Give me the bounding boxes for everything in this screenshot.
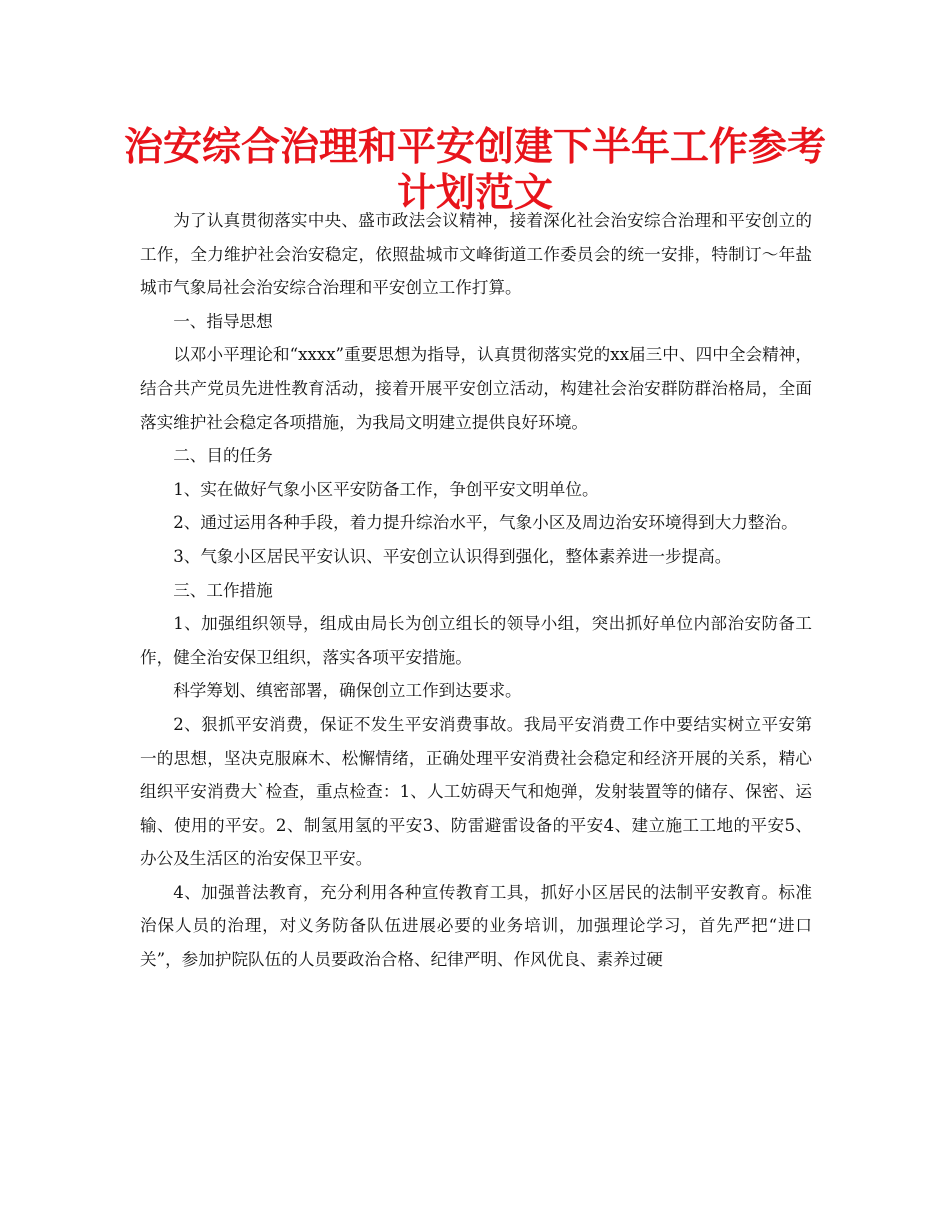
paragraph-intro: 为了认真贯彻落实中央、盛市政法会议精神，接着深化社会治安综合治理和平安创立的工作，全力维护社会治安稳定，依照盐城市文峰街道工作委员会的统一安排，特制订～年盐城市气象局社会治安综合治理和平安创立工作打算。 <box>140 211 812 298</box>
list-item-measure-2: 2、狠抓平安消费，保证不发生平安消费事故。我局平安消费工作中要结实树立平安第一的思想，坚决克服麻木、松懈情绪，正确处理平安消费社会稳定和经济开展的关系，精心组织平安消费大`检查，重点检查：1、人工妨碍天气和炮弹，发射装置等的储存、保密、运输、使用的平安。2、制氢用氢的平安3、防雷避雷设备的平安4、建立施工工地的平安5、办公及生活区的治安保卫平安。 <box>140 714 812 869</box>
section-heading-work-measures: 三、工作措施 <box>173 580 273 600</box>
paragraph-guiding-ideology: 以邓小平理论和“xxxx”重要思想为指导，认真贯彻落实党的xx届三中、四中全会精神，结合共产党员先进性教育活动，接着开展平安创立活动，构建社会治安群防群治格局，全面落实维护社会稳定各项措施，为我局文明建立提供良好环境。 <box>140 345 812 432</box>
list-item-measure-1: 1、加强组织领导，组成由局长为创立组长的领导小组，突出抓好单位内部治安防备工作，健全治安保卫组织，落实各项平安措施。 <box>140 614 812 667</box>
paragraph-planning: 科学筹划、缜密部署，确保创立工作到达要求。 <box>173 681 522 701</box>
document-title-line-1: 治安综合治理和平安创建下半年工作参考 <box>123 125 826 170</box>
section-heading-goals-tasks: 二、目的任务 <box>173 446 273 466</box>
section-heading-guiding-ideology: 一、指导思想 <box>173 311 273 331</box>
list-item-measure-4: 4、加强普法教育，充分利用各种宣传教育工具，抓好小区居民的法制平安教育。标准治保人员的治理，对义务防备队伍进展必要的业务培训，加强理论学习，首先严把“进口关”，参加护院队伍的人员要政治合格、纪律严明、作风优良、素养过硬 <box>140 882 812 970</box>
document-body <box>140 204 812 977</box>
list-item-goal-3: 3、气象小区居民平安认识、平安创立认识得到强化，整体素养进一步提高。 <box>173 546 732 566</box>
list-item-goal-2: 2、通过运用各种手段，着力提升综治水平，气象小区及周边治安环境得到大力整治。 <box>173 513 798 533</box>
document-title-line-2: 计划范文 <box>396 171 553 216</box>
list-item-goal-1: 1、实在做好气象小区平安防备工作，争创平安文明单位。 <box>173 479 599 499</box>
